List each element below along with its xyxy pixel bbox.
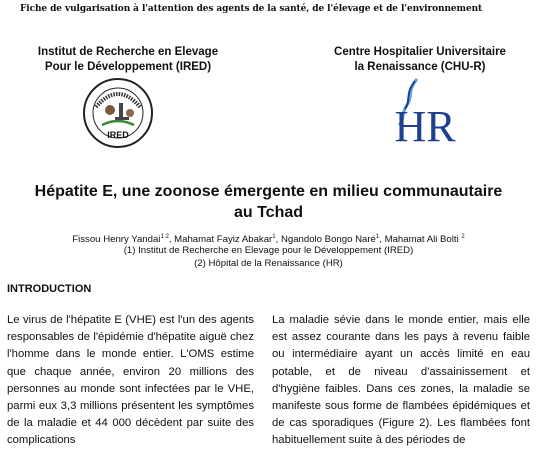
author-separator: , <box>168 234 175 246</box>
intro-column-right: La maladie sévie dans le monde entier, mais elle est assez courante dans les pays à revenu faible ou intermédiaire ayant un accès limité en eau potable, et de niveau d'assainissement et d'hygiène faibles. Dans ces zones, la maladie se manifeste sous forme de flambées épidémiques et de cas sporadiques (Figure 2). Les flambées font habituellement suite à des périodes de <box>272 314 530 447</box>
article-title <box>0 181 537 223</box>
author-affiliation-sup: 1 2 <box>160 234 169 240</box>
section-heading: INTRODUCTION <box>7 283 92 295</box>
institution-left <box>14 45 242 75</box>
hr-logo-text: HR <box>394 102 456 147</box>
article-title-line2: au Tchad <box>233 204 304 221</box>
institution-left-line1: Institut de Recherche en Elevage <box>37 46 219 58</box>
author-name: Mahamat Ali Bolti <box>384 234 462 246</box>
author-affiliation-sup: 1 <box>272 234 276 240</box>
institution-right-line1: Centre Hospitalier Universitaire <box>334 46 506 58</box>
institution-left-line2: Pour le Développement (IRED) <box>44 61 212 73</box>
affiliation-1: (1) Institut de Recherche en Elevage pour le Développement (IRED) <box>123 245 414 256</box>
author-separator: , <box>275 234 281 246</box>
author-name: Ngandolo Bongo Naré <box>280 234 376 246</box>
author-affiliation-sup: 1 <box>375 234 380 240</box>
author-affiliation-sup: 2 <box>461 234 465 240</box>
affiliation-2: (2) Hôpital de la Renaissance (HR) <box>194 258 343 269</box>
author-name: Mahamat Fayiz Abakar <box>174 234 273 246</box>
ired-logo <box>82 77 154 149</box>
institution-right <box>305 45 535 75</box>
author-name: Fissou Henry Yandai <box>72 234 161 246</box>
intro-column-left: Le virus de l'hépatite E (VHE) est l'un des agents responsables de l'épidémie d'hépatite aiguë chez l'homme dans le monde entier. L'OMS estime que chaque année, environ 20 millions des personnes au monde sont infectées par le VHE, parmi eux 3,3 millions présentent les symptômes de la maladie et 44 000 décèdent par suite des complications <box>7 314 254 447</box>
ired-logo-text: IRED <box>107 130 129 140</box>
author-separator: , <box>379 234 385 246</box>
hr-logo <box>385 75 465 147</box>
article-title-line1: Hépatite E, une zoonose émergente en milieu communautaire <box>34 183 503 200</box>
institution-right-line2: la Renaissance (CHU-R) <box>354 61 486 73</box>
page-header-note: Fiche de vulgarisation à l'attention des agents de la santé, de l'élevage et de l'environnement <box>20 4 483 14</box>
